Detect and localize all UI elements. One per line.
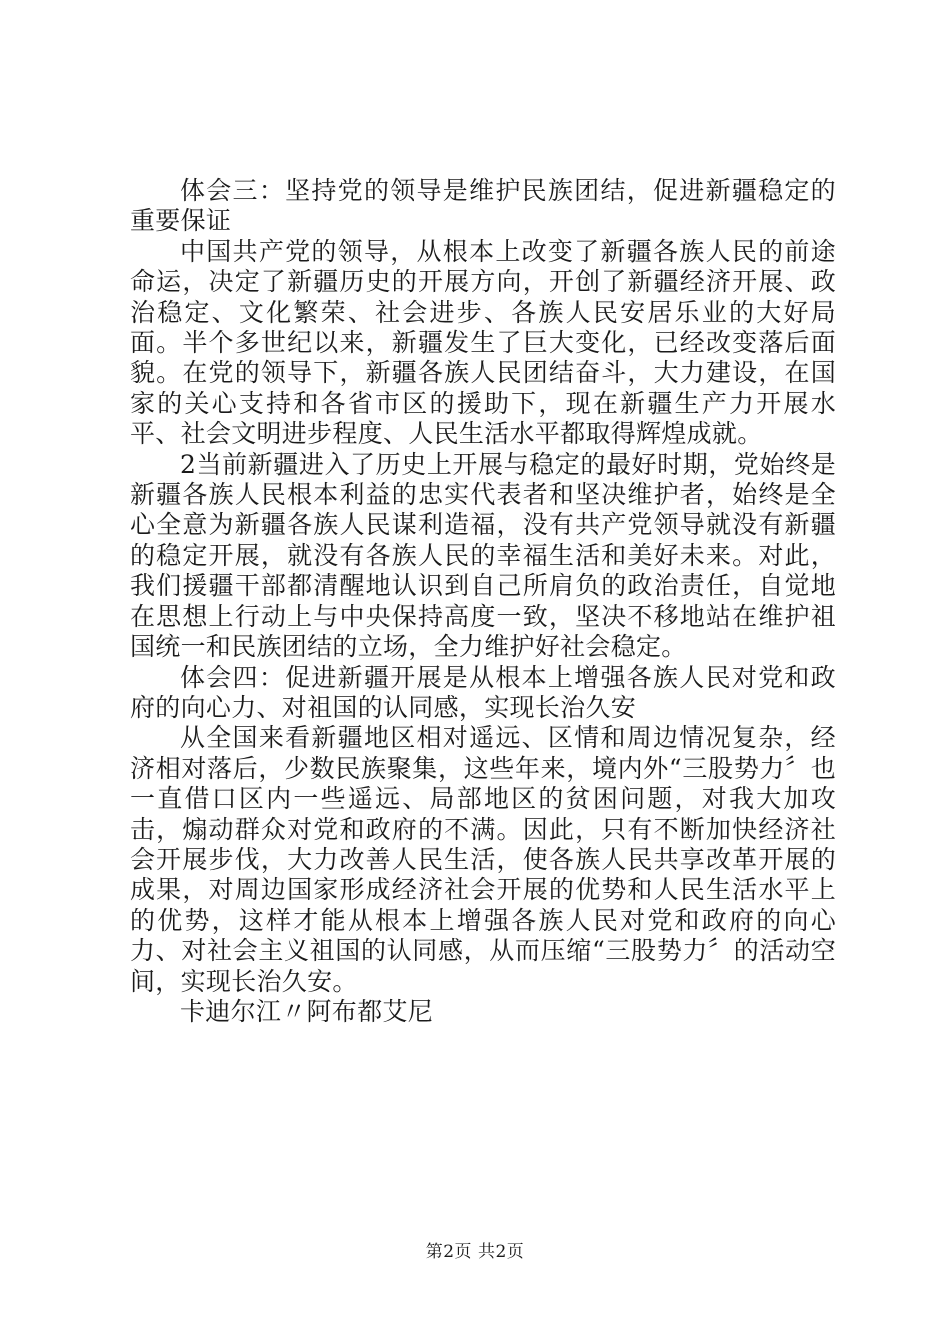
- heading-experience-four: 体会四：促进新疆开展是从根本上增强各族人民对党和政府的向心力、对祖国的认同感，实现长治久安: [130, 662, 836, 722]
- paragraph-party-leadership: 中国共产党的领导，从根本上改变了新疆各族人民的前途命运，决定了新疆历史的开展方向，开创了新疆经济开展、政治稳定、文化繁荣、社会进步、各族人民安居乐业的大好局面。半个多世纪以来，新疆发生了巨大变化，已经改变落后面貌。在党的领导下，新疆各族人民团结奋斗，大力建设，在国家的关心支持和各省市区的援助下，现在新疆生产力开展水平、社会文明进步程度、人民生活水平都取得辉煌成就。: [130, 236, 836, 449]
- paragraph-stability-period: 2当前新疆进入了历史上开展与稳定的最好时期，党始终是新疆各族人民根本利益的忠实代表者和坚决维护者，始终是全心全意为新疆各族人民谋利造福，没有共产党领导就没有新疆的稳定开展，就没有各族人民的幸福生活和美好未来。对此，我们援疆干部都清醒地认识到自己所肩负的政治责任，自觉地在思想上行动上与中央保持高度一致，坚决不移地站在维护祖国统一和民族团结的立场，全力维护好社会稳定。: [130, 449, 836, 662]
- heading-experience-three: 体会三：坚持党的领导是维护民族团结，促进新疆稳定的重要保证: [130, 176, 836, 236]
- page-number-footer: 第2页 共2页: [425, 1242, 525, 1262]
- document-body: [130, 176, 836, 1027]
- author-name: 卡迪尔江〃阿布都艾尼: [180, 996, 434, 1026]
- paragraph-development: 从全国来看新疆地区相对遥远、区情和周边情况复杂，经济相对落后，少数民族聚集，这些年来，境内外“三股势力〞也一直借口区内一些遥远、局部地区的贫困问题，对我大加攻击，煽动群众对党和政府的不满。因此，只有不断加快经济社会开展步伐，大力改善人民生活，使各族人民共享改革开展的成果，对周边国家形成经济社会开展的优势和人民生活水平上的优势，这样才能从根本上增强各族人民对党和政府的向心力、对社会主义祖国的认同感，从而压缩“三股势力〞的活动空间，实现长治久安。: [130, 723, 836, 996]
